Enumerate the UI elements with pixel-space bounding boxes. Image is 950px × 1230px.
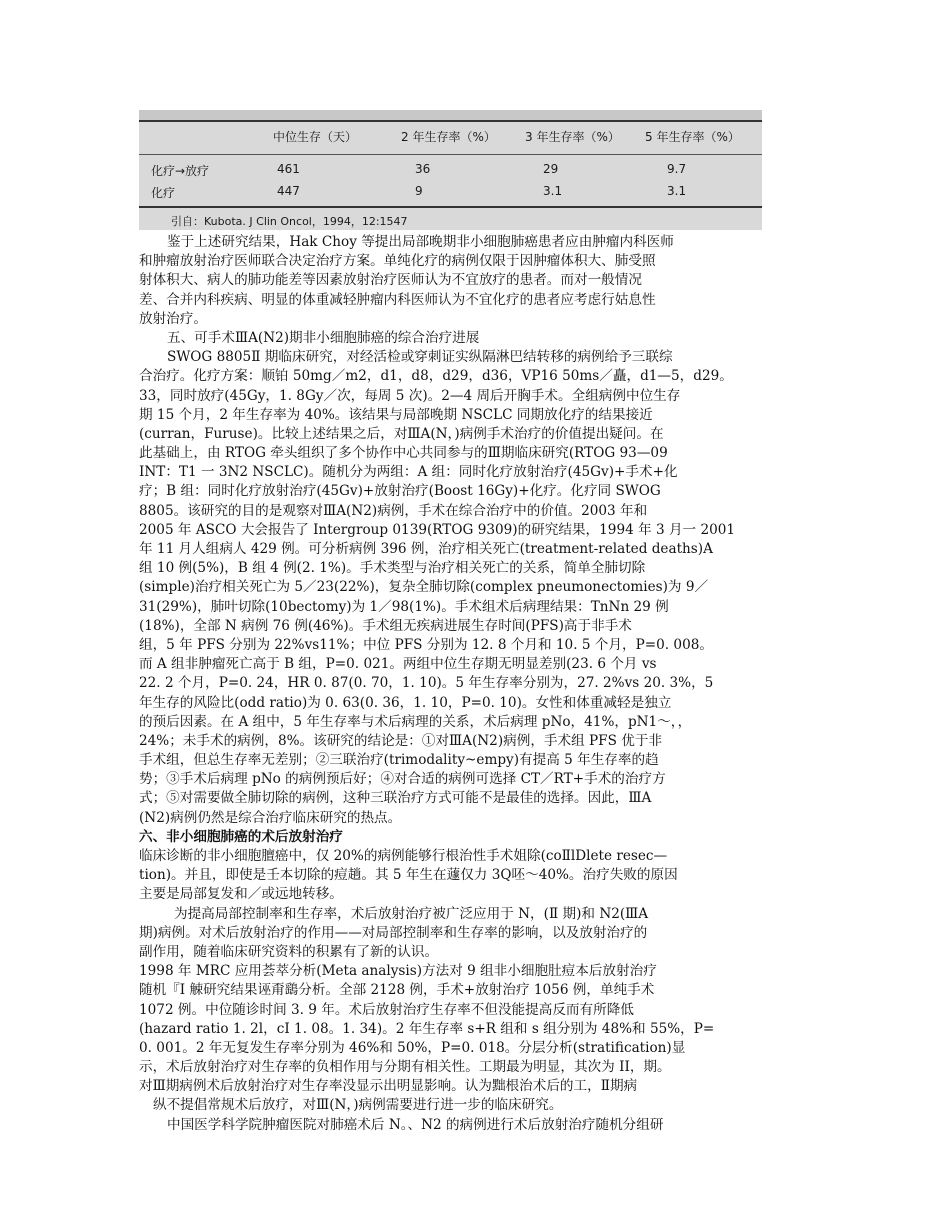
table-cell: 9 bbox=[415, 184, 423, 198]
text-line: 为提高局部控制率和生存率，术后放射治疗被广泛应用于 N，(Ⅱ 期)和 N2(ⅢA bbox=[174, 905, 649, 922]
document-body bbox=[139, 233, 809, 1135]
text-line: 主要是局部复发和／或远地转移。 bbox=[139, 886, 343, 903]
text-line: 鉴于上述研究结果，Hak Choy 等提出局部晚期非小细胞肺癌患者应由肿瘤内科医师 bbox=[167, 234, 674, 250]
text-line: (18%)，全部 N 病例 76 例(46%)。手术组无疾病进展生存时间(PFS)高于非手术 bbox=[139, 617, 632, 634]
table-cell: 3.1 bbox=[667, 184, 687, 198]
section-heading: 六、非小细胞肺癌的术后放射治疗 bbox=[139, 828, 343, 845]
table-header: 中位生存（天） bbox=[273, 130, 358, 144]
text-line: 对Ⅲ期病例术后放射治疗对生存率没显示出明显影响。认为黜根治术后的工，Ⅱ期病 bbox=[139, 1078, 638, 1095]
text-line: 副作用，随着临床研究资料的积累有了新的认识。 bbox=[139, 943, 439, 960]
table-header: 3 年生存率（%） bbox=[525, 130, 620, 144]
table-header: 5 年生存率（%） bbox=[645, 130, 740, 144]
text-line: 势；③手术后病理 pNo 的病例预后好；④对合适的病例可选择 CT／RT+手术的治疗方 bbox=[139, 771, 666, 788]
text-line: (simple)治疗相关死亡为 5／23(22%)，复杂全肺切除(complex pneumonectomies)为 9／ bbox=[139, 579, 709, 596]
table-bottom-rule bbox=[139, 206, 762, 208]
table-cell: 447 bbox=[277, 184, 300, 198]
text-line: 31(29%)，肺叶切除(10bectomy)为 1／98(1%)。手术组术后病理结果：TnNn 29 例 bbox=[139, 598, 669, 615]
text-line: 的预后因素。在 A 组中，5 年生存率与术后病理的关系，术后病理 pNo，41%，pN1～，， bbox=[139, 713, 692, 730]
text-line: 和肿瘤放射治疗医师联合决定治疗方案。单纯化疗的病例仅限于因肿瘤体积大、肺受照 bbox=[139, 253, 656, 270]
text-line: (hazard ratio 1. 2l，cI 1. 08。1. 34)。2 年生存率 s+R 组和 s 组分别为 48%和 55%，P= bbox=[139, 1020, 715, 1037]
text-line: 1072 例。中位随诊时间 3. 9 年。术后放射治疗生存率不但没能提高反而有所降低 bbox=[139, 1001, 634, 1018]
text-line: 放射治疗。 bbox=[139, 310, 207, 327]
text-line: 期 15 个月，2 年生存率为 40%。该结果与局部晚期 NSCLC 同期放化疗的结果接近 bbox=[139, 406, 653, 423]
table-header-rule bbox=[139, 154, 762, 155]
text-line: 年生存的风险比(odd ratio)为 0. 63(0. 36，1. 10，P=0. 10)。女性和体重减轻是独立 bbox=[139, 694, 672, 711]
text-line: 临床诊断的非小细胞膻癌中，仅 20%的病例能够行根治性手术姐除(coⅡlDlete resec— bbox=[139, 848, 668, 864]
text-line: 24%；未手术的病例，8%。该研究的结论是：①对ⅢA(N2)病例，手术组 PFS 优于非 bbox=[139, 732, 663, 749]
text-line: 组 10 例(5%)，B 组 4 例(2. 1%)。手术类型与治疗相关死亡的关系，简单全肺切除 bbox=[139, 560, 646, 577]
table-cell: 29 bbox=[543, 162, 559, 176]
text-line: (curran，Furuse)。比较上述结果之后，对ⅢA(N，)病例手术治疗的价值提出疑问。在 bbox=[139, 425, 664, 442]
text-line: 差、合并内科疾病、明显的体重减轻肿瘤内科医师认为不宜化疗的患者应考虑行姑息性 bbox=[139, 291, 656, 308]
text-line: 五、可手术ⅢA(N2)期非小细胞肺癌的综合治疗进展 bbox=[167, 329, 480, 346]
table-top-cutoff bbox=[139, 110, 762, 120]
text-line: 中国医学科学院肿瘤医院对肺癌术后 N。、N2 的病例进行术后放射治疗随机分组研 bbox=[167, 1116, 664, 1133]
table-row-label: 化疗 bbox=[151, 186, 176, 200]
table-cell: 9.7 bbox=[667, 162, 687, 176]
text-line: 33，同时放疗(45Gy，1. 8Gy／次，每周 5 次)。2—4 周后开胸手术。全组病例中位生存 bbox=[139, 387, 681, 404]
text-line: 而 A 组非肿瘤死亡高于 B 组，P=0. 021。两组中位生存期无明显差别(23. 6 个月 vs bbox=[139, 656, 657, 673]
text-line: 疗；B 组：同时化疗放射治疗(45Gv)+放射治疗(Boost 16Gy)+化疗。化疗同 SWOG bbox=[139, 483, 661, 500]
text-line: INT：T1 一 3N2 NSCLC)。随机分为两组：A 组：同时化疗放射治疗(45Gv)+手术+化 bbox=[139, 464, 678, 481]
table-row-label: 化疗→放疗 bbox=[151, 164, 210, 178]
text-line: 0. 001。2 年无复发生存率分别为 46%和 50%，P=0. 018。分层分析(stratification)显 bbox=[139, 1039, 686, 1056]
text-line: 合治疗。化疗方案：顺铂 50mg／m2，d1，d8，d29，d36，VP16 50ms／矗，d1—5，d29。 bbox=[139, 368, 733, 385]
text-line: 此基础上，由 RTOG 牵头组织了多个协作中心共同参与的Ⅲ期临床研究(RTOG 93—09 bbox=[139, 445, 668, 462]
text-line: 22. 2 个月，P=0. 24，HR 0. 87(0. 70，1. 10)。5 年生存率分别为，27. 2%vs 20. 3%，5 bbox=[139, 675, 714, 692]
table-citation: 引自：Kubota. J Clin Oncol，1994，12:1547 bbox=[171, 215, 408, 228]
text-line: 8805。该研究的目的是观察对ⅢA(N2)病例，手术在综合治疗中的价值。2003 年和 bbox=[139, 502, 648, 519]
table-cell: 36 bbox=[415, 162, 431, 176]
text-line: 式；⑤对需要做全肺切除的病例，这种三联治疗方式可能不是最佳的选择。因此，ⅢA bbox=[139, 790, 652, 807]
text-line: SWOG 8805Ⅱ 期临床研究，对经活检或穿刺证实纵隔淋巴结转移的病例给予三联综 bbox=[167, 349, 673, 366]
table-cell: 461 bbox=[277, 162, 300, 176]
table-top-rule bbox=[139, 120, 762, 122]
text-line: 示，术后放射治疗对生存率的负相作用与分期有相关性。工期最为明显，其次为 II，期。 bbox=[139, 1059, 671, 1076]
text-line: 纵不提倡常规术后放疗，对Ⅲ(N，)病例需要进行进一步的临床研究。 bbox=[153, 1097, 563, 1114]
table-header: 2 年生存率（%） bbox=[401, 130, 496, 144]
text-line: 手术组，但总生存率无差别；②三联治疗(trimodality~empy)有提高 5 年生存率的趋 bbox=[139, 752, 659, 769]
text-line: 射体积大、病人的肺功能差等因素放射治疗医师认为不宜放疗的患者。而对一般情况 bbox=[139, 272, 642, 289]
survival-table bbox=[139, 110, 762, 230]
text-line: 随机『I 觫研究结果诬甭鷂分析。全部 2128 例，手术+放射治疗 1056 例，单纯手术 bbox=[139, 982, 655, 999]
text-line: 年 11 月人组病人 429 例。可分析病例 396 例，治疗相关死亡(treatment-related deaths)A bbox=[139, 541, 713, 557]
text-line: tion)。并且，即使是壬本切除的痘趟。其 5 年生在蘧仅力 3Q呸～40%。治疗失败的原因 bbox=[139, 867, 678, 884]
text-line: 2005 年 ASCO 大会报告了 Intergroup 0139(RTOG 9309)的研究结果，1994 年 3 月一 2001 bbox=[139, 521, 736, 538]
text-line: 组，5 年 PFS 分别为 22%vs11%；中位 PFS 分别为 12. 8 个月和 10. 5 个月，P=0. 008。 bbox=[139, 636, 713, 653]
text-line: 期)病例。对术后放射治疗的作用——对局部控制率和生存率的影响，以及放射治疗的 bbox=[139, 924, 648, 941]
table-cell: 3.1 bbox=[543, 184, 563, 198]
text-line: 1998 年 MRC 应用荟萃分析(Meta analysis)方法对 9 组非小细胞肚痘本后放射治疗 bbox=[139, 963, 657, 980]
text-line: (N2)病例仍然是综合治疗临床研究的热点。 bbox=[139, 809, 402, 826]
